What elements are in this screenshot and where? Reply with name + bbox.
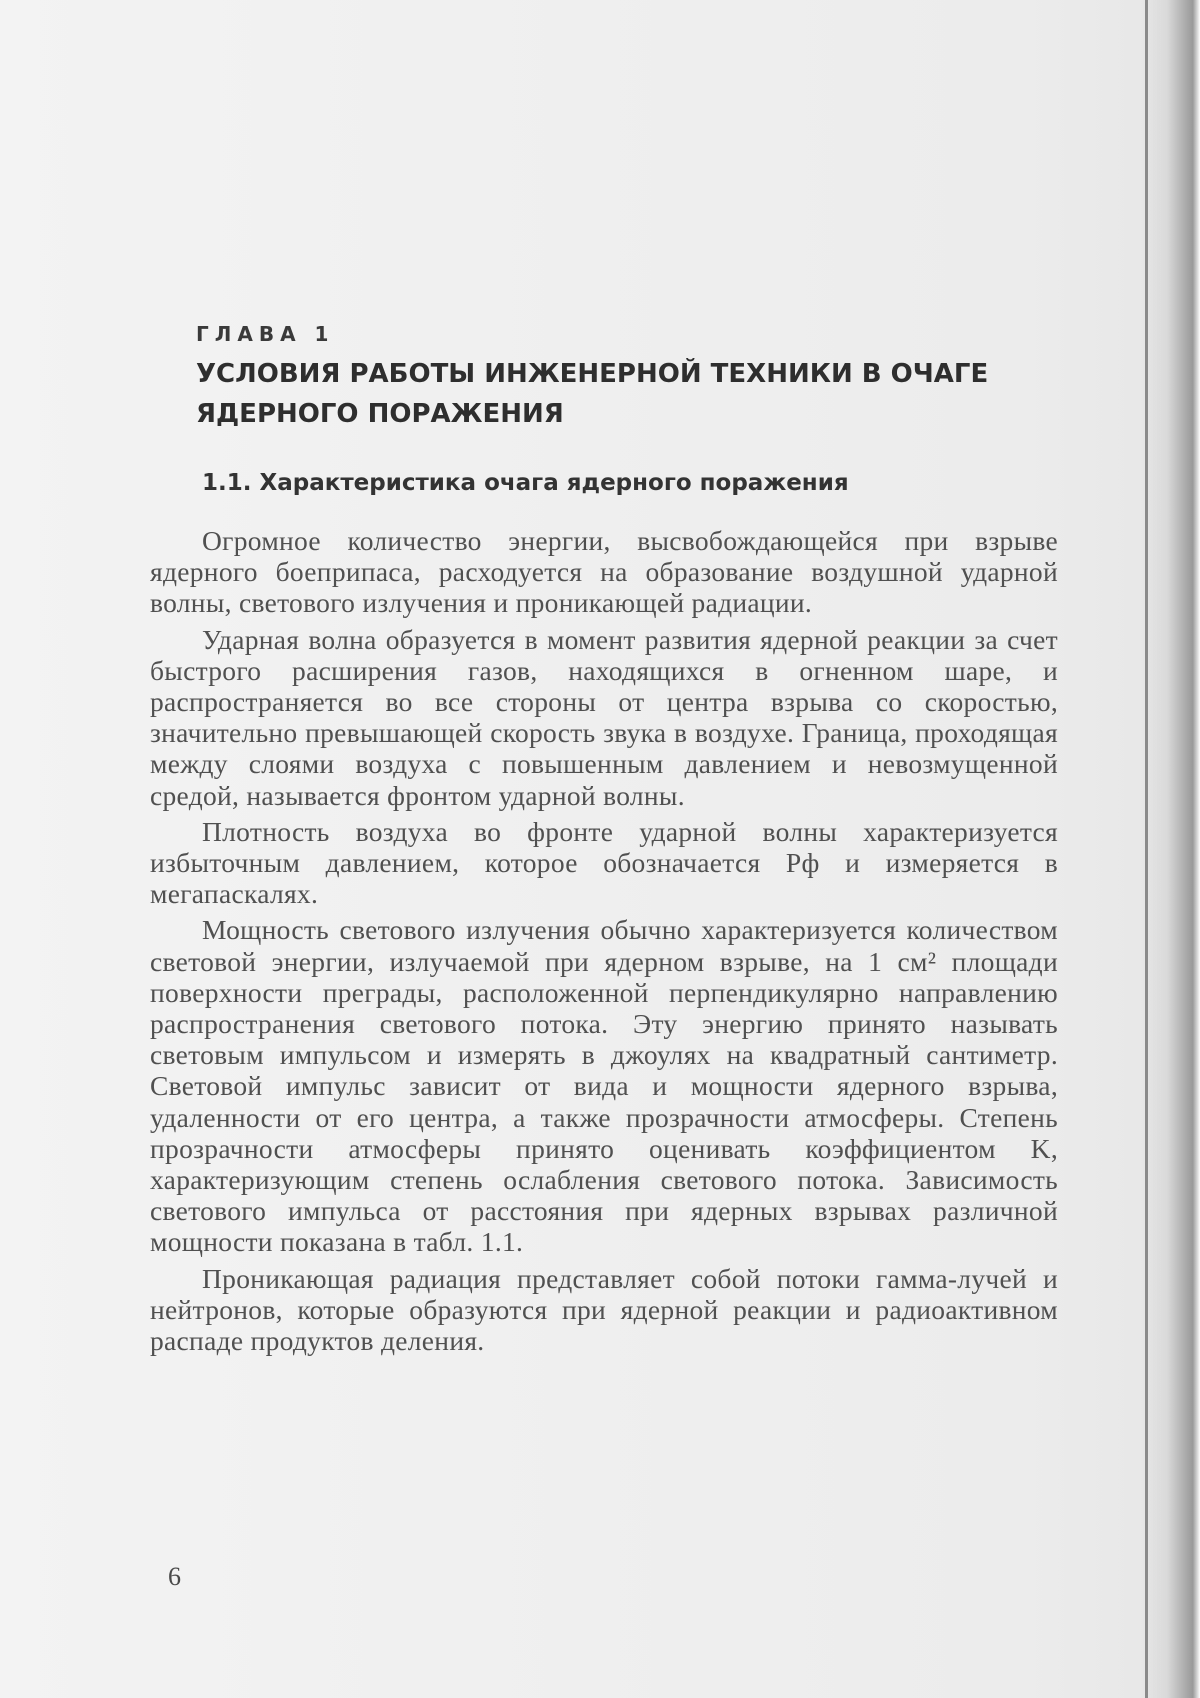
paragraph: Проникающая радиация представляет собой потоки гамма-лучей и нейтронов, которые образуются при ядерной реакции и радиоактивном распаде продуктов деления. xyxy=(150,1262,1058,1357)
paragraph: Ударная волна образуется в момент развития ядерной реакции за счет быстрого расширения газов, находящихся в огненном шаре, и распространяется во все стороны от центра взрыва со скоростью, значительно превышающей скорость звука в воздухе. Граница, проходящая между слоями воздуха с повышенным давлением и невозмущенной средой, называется фронтом ударной волны. xyxy=(150,623,1058,811)
chapter-label: ГЛАВА 1 xyxy=(196,322,335,346)
paragraph: Огромное количество энергии, высвобождающейся при взрыве ядерного боеприпаса, расходуется на образование воздушной ударной волны, светового излучения и проникающей радиации. xyxy=(150,525,1058,619)
section-title: 1.1. Характеристика очага ядерного поражения xyxy=(202,470,849,496)
paragraph: Плотность воздуха во фронте ударной волны характеризуется избыточным давлением, которое обозначается Pф и измеряется в мегапаскалях. xyxy=(150,815,1058,910)
page-number: 6 xyxy=(168,1562,181,1591)
paragraph: Мощность светового излучения обычно характеризуется количеством световой энергии, излучаемой при ядерном взрыве, на 1 см² площади поверхности преграды, расположенной перпендикулярно направлению распространения светового потока. Эту энергию принято называть световым импульсом и измерять в джоулях на квадратный сантиметр. Световой импульс зависит от вида и мощности ядерного взрыва, удаленности от его центра, а также прозрачности атмосферы. Степень прозрачности атмосферы принято оценивать коэффициентом K, характеризующим степень ослабления светового потока. Зависимость светового импульса от расстояния при ядерных взрывах различной мощности показана в табл. 1.1. xyxy=(150,914,1058,1258)
chapter-title: УСЛОВИЯ РАБОТЫ ИНЖЕНЕРНОЙ ТЕХНИКИ В ОЧАГЕ ЯДЕРНОГО ПОРАЖЕНИЯ xyxy=(196,359,989,429)
page-edge-line xyxy=(1145,0,1148,1698)
page-edge-shadow xyxy=(1140,0,1200,1698)
body-text xyxy=(150,525,1058,1356)
